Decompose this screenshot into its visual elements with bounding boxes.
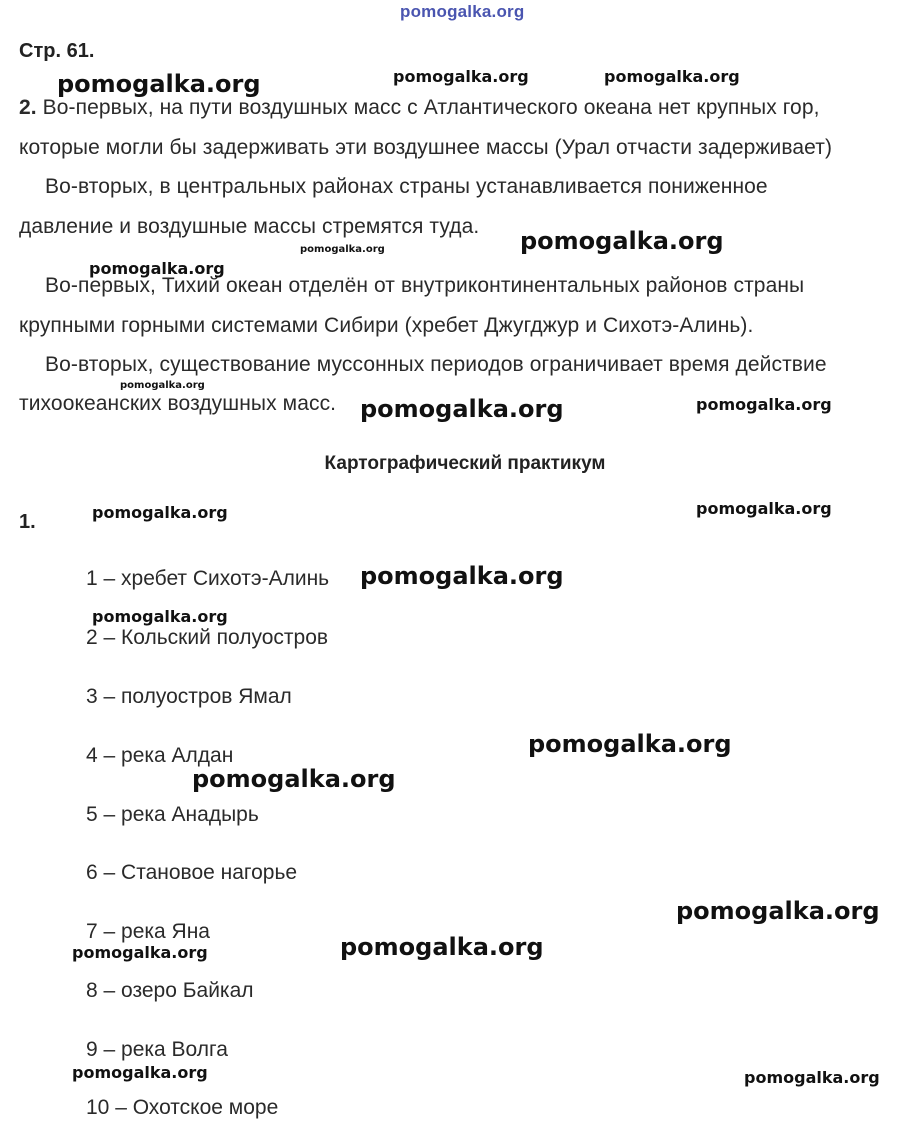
list-item: 1 – хребет Сихотэ-Алинь (86, 567, 330, 590)
watermark: pomogalka.org (360, 562, 564, 590)
task2-line-1 (19, 96, 820, 120)
list-item: 9 – река Волга (86, 1038, 228, 1061)
task2-line-1-text: Во-первых, на пути воздушных масс с Атлантического океана нет крупных гор, (42, 96, 820, 119)
watermark: pomogalka.org (192, 765, 396, 793)
page-reference (19, 40, 94, 63)
watermark: pomogalka.org (393, 67, 529, 86)
list-item: 7 – река Яна (86, 920, 210, 943)
watermark: pomogalka.org (696, 499, 832, 518)
list-item: 5 – река Анадырь (86, 803, 259, 826)
watermark: pomogalka.org (340, 933, 544, 961)
task2-line-5: Во-первых, Тихий океан отделён от внутриконтинентальных районов страны (45, 274, 805, 297)
task2-line-6: крупными горными системами Сибири (хребет Джугджур и Сихотэ-Алинь). (19, 314, 754, 337)
watermark: pomogalka.org (92, 503, 228, 522)
watermark: pomogalka.org (72, 1063, 208, 1082)
watermark: pomogalka.org (89, 259, 225, 278)
watermark: pomogalka.org (72, 943, 208, 962)
watermark: pomogalka.org (92, 607, 228, 626)
watermark: pomogalka.org (300, 244, 385, 255)
watermark: pomogalka.org (744, 1068, 880, 1087)
site-link[interactable]: pomogalka.org (400, 2, 525, 21)
list-item: 4 – река Алдан (86, 744, 234, 767)
page-ref-text: Стр. 61. (19, 40, 95, 62)
task2-line-7: Во-вторых, существование муссонных периодов ограничивает время действие (45, 353, 827, 376)
task2-line-4: давление и воздушные массы стремятся туда. (19, 215, 480, 238)
watermark: pomogalka.org (360, 395, 564, 423)
watermark: pomogalka.org (604, 67, 740, 86)
task2-number: 2. (19, 96, 37, 119)
task2-line-3: Во-вторых, в центральных районах страны устанавливается пониженное (45, 175, 768, 198)
watermark: pomogalka.org (528, 730, 732, 758)
watermark: pomogalka.org (696, 395, 832, 414)
list-item: 3 – полуостров Ямал (86, 685, 292, 708)
task2-line-2: которые могли бы задерживать эти воздушнее массы (Урал отчасти задерживает) (19, 136, 833, 159)
list-item: 2 – Кольский полуостров (86, 626, 329, 649)
list-item: 8 – озеро Байкал (86, 979, 254, 1002)
section-title: Картографический практикум (324, 453, 606, 474)
list-item: 10 – Охотское море (86, 1096, 279, 1119)
task2-line-8: тихоокеанских воздушных масс. (19, 392, 337, 415)
watermark: pomogalka.org (676, 897, 880, 925)
practicum-task-number: 1. (19, 511, 36, 533)
watermark: pomogalka.org (120, 380, 205, 391)
list-item: 6 – Становое нагорье (86, 861, 298, 884)
watermark: pomogalka.org (57, 70, 261, 98)
watermark: pomogalka.org (520, 227, 724, 255)
